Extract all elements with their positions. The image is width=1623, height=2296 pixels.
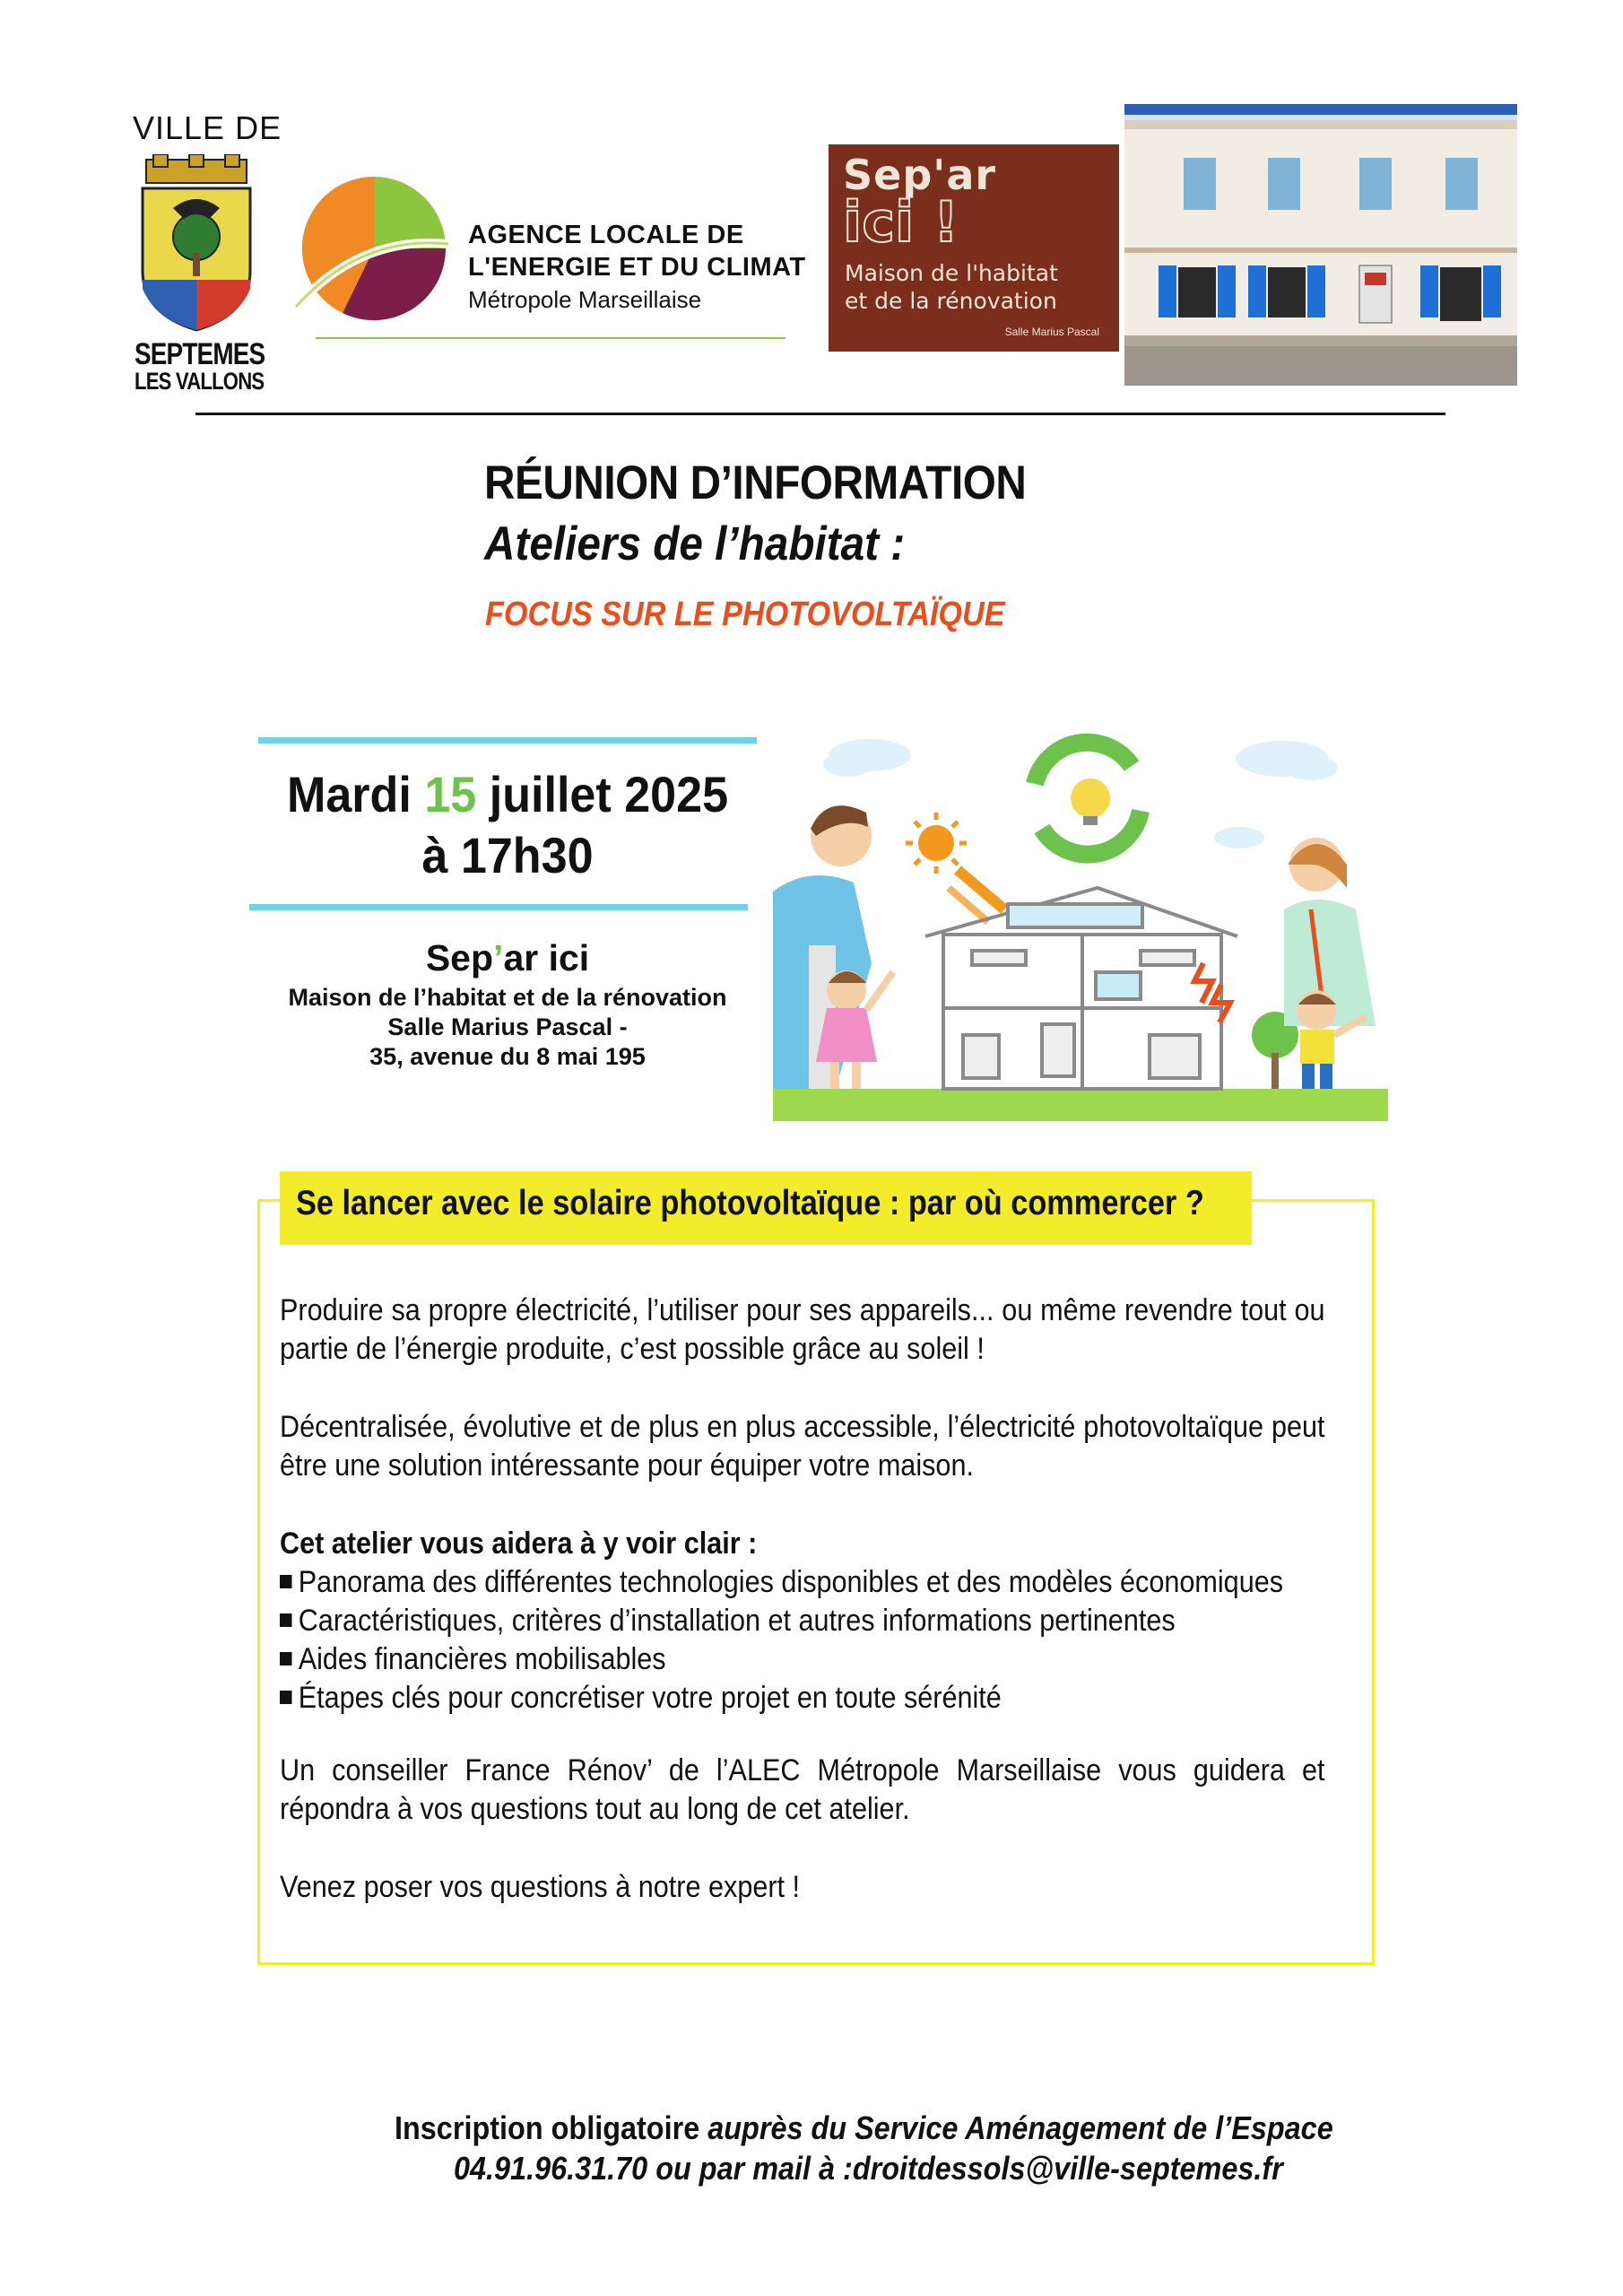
septemes-crest-logo <box>137 154 256 334</box>
lightbulb-cycle-icon <box>1035 743 1141 855</box>
separ-subtitle <box>845 259 1058 315</box>
solar-house-illustration <box>773 730 1388 1121</box>
list-item <box>280 1640 1325 1679</box>
list-item-text: Panorama des différentes technologies disponibles et des modèles économiques <box>298 1565 1284 1599</box>
list-item <box>280 1563 1325 1602</box>
alec-line-3: Métropole Marseillaise <box>468 286 702 313</box>
event-place <box>258 933 757 1072</box>
event-date-line <box>275 764 739 825</box>
alec-logo <box>289 172 459 325</box>
list-item <box>280 1602 1325 1640</box>
event-time: à 17h30 <box>421 827 594 883</box>
bullet-square-icon <box>280 1575 292 1588</box>
separ-subtitle-line1: Maison de l'habitat <box>845 260 1058 286</box>
header-divider <box>195 413 1445 415</box>
place-name <box>258 933 757 983</box>
ville-de-label: VILLE DE <box>133 109 282 146</box>
paragraph-4: Un conseiller France Rénov’ de l’ALEC Métropole Marseillaise vous guidera et répondra à vos questions tout au long de cet atelier. <box>280 1753 1325 1826</box>
registration-contact: 04.91.96.31.70 ou par mail à :droitdessols@ville-septemes.fr <box>454 2150 1283 2187</box>
event-day: Mardi <box>286 766 412 822</box>
house-icon <box>925 888 1237 1089</box>
alec-underline <box>316 337 785 339</box>
separ-subtitle-line2: et de la rénovation <box>845 288 1057 314</box>
list-item <box>280 1679 1325 1718</box>
event-date-number: 15 <box>424 766 477 822</box>
paragraph-2: Décentralisée, évolutive et de plus en plus accessible, l’électricité photovoltaïque peut être une solution intéressante pour équiper votre maison. <box>280 1410 1325 1483</box>
place-line-3: 35, avenue du 8 mai 195 <box>369 1043 646 1070</box>
event-date <box>275 764 739 886</box>
septemes-wordmark <box>135 337 265 395</box>
septemes-label: SEPTEMES <box>135 337 265 371</box>
place-name-apostrophe: ’ <box>493 937 504 978</box>
focus-heading: FOCUS SUR LE PHOTOVOLTAÏQUE <box>485 596 1005 633</box>
alec-line-2: L'ENERGIE ET DU CLIMAT <box>468 253 806 282</box>
alec-line-1: AGENCE LOCALE DE <box>468 221 744 249</box>
place-line-2: Salle Marius Pascal - <box>387 1013 628 1040</box>
date-rule-top <box>258 737 757 744</box>
building-photo <box>1124 104 1517 386</box>
bullet-square-icon <box>280 1613 292 1627</box>
event-month-year: juillet 2025 <box>489 766 729 822</box>
atelier-banner-title: Se lancer avec le solaire photovoltaïque : par où commercer ? <box>296 1184 1204 1222</box>
page-title: RÉUNION D’INFORMATION <box>484 457 1027 509</box>
date-rule-bottom <box>249 904 748 910</box>
separ-title: Sep'ar <box>843 151 997 199</box>
paragraph-1: Produire sa propre électricité, l’utiliser pour ses appareils... ou même revendre tout ou partie de l’énergie produite, c’est possible grâce au soleil ! <box>280 1293 1325 1366</box>
registration-required: Inscription obligatoire <box>395 2109 700 2146</box>
sun-icon <box>906 813 1004 922</box>
page-subtitle: Ateliers de l’habitat : <box>484 517 906 570</box>
alec-name <box>468 219 806 316</box>
bullet-square-icon <box>280 1691 292 1704</box>
place-name-b: ar ici <box>503 937 590 978</box>
les-vallons-label: LES VALLONS <box>135 368 265 395</box>
registration-note <box>395 2109 1333 2147</box>
atelier-list <box>280 1525 1325 1718</box>
paragraph-5: Venez poser vos questions à notre expert ! <box>280 1870 801 1904</box>
list-lead: Cet atelier vous aidera à y voir clair : <box>280 1526 758 1561</box>
list-item-text: Étapes clés pour concrétiser votre projet en toute sérénité <box>298 1681 1002 1715</box>
separ-ici: ici ! <box>843 189 959 255</box>
separ-ici-logo <box>829 144 1119 352</box>
list-item-text: Aides financières mobilisables <box>298 1642 666 1676</box>
separ-salle: Salle Marius Pascal <box>1004 326 1099 338</box>
registration-service: auprès du Service Aménagement de l’Espace <box>699 2109 1333 2146</box>
place-line-1: Maison de l’habitat et de la rénovation <box>288 984 727 1011</box>
bullet-square-icon <box>280 1652 292 1665</box>
place-name-a: Sep <box>425 937 494 978</box>
list-item-text: Caractéristiques, critères d’installation et autres informations pertinentes <box>298 1604 1176 1638</box>
